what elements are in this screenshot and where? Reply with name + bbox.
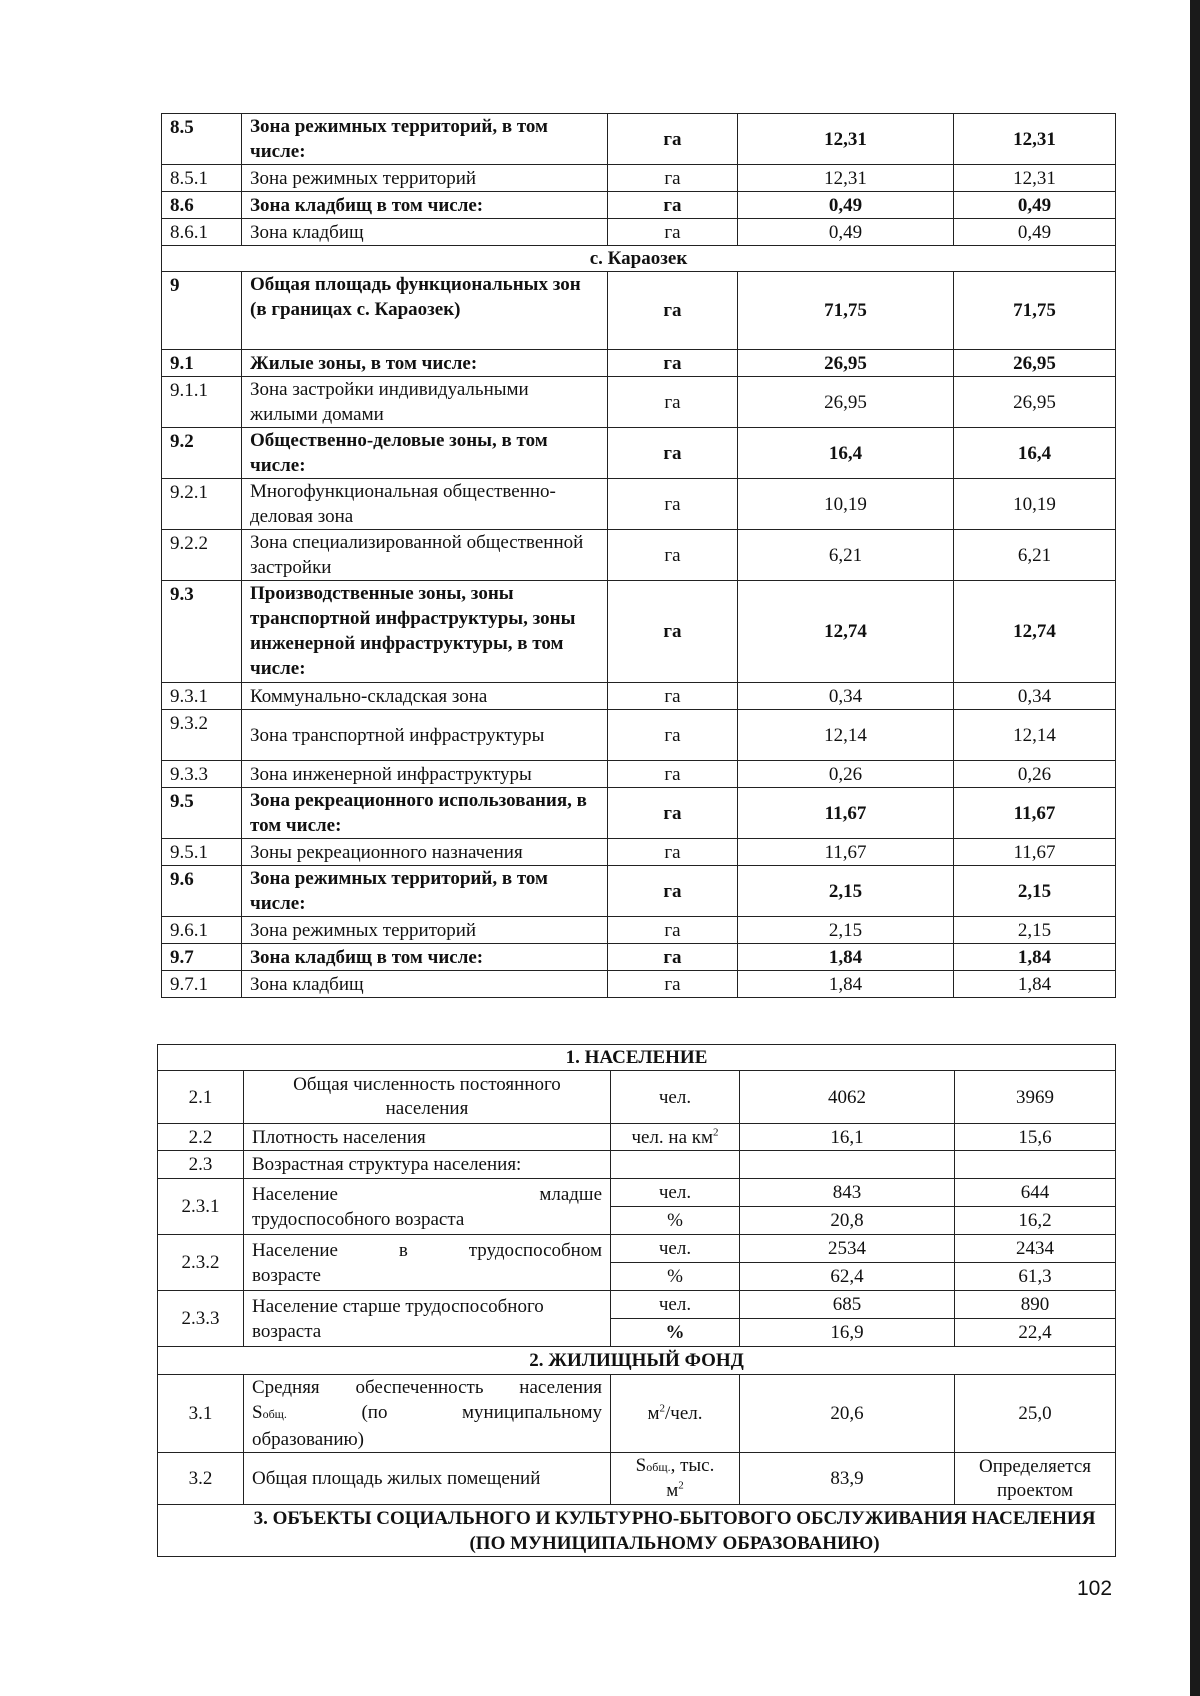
row-name bbox=[244, 1291, 611, 1347]
row-value-current: 0,49 bbox=[738, 219, 954, 246]
row-name: Зона режимных территорий bbox=[242, 917, 608, 944]
row-name: Общая численность постоянного населения bbox=[244, 1071, 611, 1124]
row-name: Зона застройки индивидуальными жилыми домами bbox=[242, 377, 608, 428]
row-value-projected: 22,4 bbox=[955, 1319, 1116, 1347]
row-value-projected: 644 bbox=[955, 1179, 1116, 1207]
row-name: Зона рекреационного использования, в том числе: bbox=[242, 788, 608, 839]
unit-text: чел. на км bbox=[631, 1126, 714, 1148]
row-number: 8.6.1 bbox=[162, 219, 242, 246]
name-word bbox=[252, 1400, 287, 1427]
row-value-projected: 2,15 bbox=[954, 917, 1116, 944]
row-number: 9.5.1 bbox=[162, 839, 242, 866]
name-line: возрасте bbox=[252, 1264, 321, 1286]
row-name: Зона режимных территорий, в том числе: bbox=[242, 866, 608, 917]
row-name: Зона кладбищ bbox=[242, 219, 608, 246]
name-line: возраста bbox=[252, 1320, 322, 1342]
table-row bbox=[158, 1151, 1116, 1179]
section-title: 2. ЖИЛИЩНЫЙ ФОНД bbox=[158, 1347, 1116, 1375]
row-unit: % bbox=[611, 1207, 740, 1235]
row-number: 2.2 bbox=[158, 1124, 244, 1151]
row-unit bbox=[611, 1124, 740, 1151]
row-name: Зона режимных территорий, в том числе: bbox=[242, 114, 608, 165]
row-value-current: 2,15 bbox=[738, 917, 954, 944]
row-unit: га bbox=[608, 479, 738, 530]
section-row bbox=[158, 1347, 1116, 1375]
row-name: Зона специализированной общественной застройки bbox=[242, 530, 608, 581]
row-value-current: 11,67 bbox=[738, 839, 954, 866]
row-value-current: 26,95 bbox=[738, 377, 954, 428]
unit-text: м bbox=[647, 1403, 660, 1424]
row-value-projected: 0,34 bbox=[954, 683, 1116, 710]
zones-table-body bbox=[162, 114, 1116, 998]
row-name: Общая площадь жилых помещений bbox=[244, 1453, 611, 1505]
row-value-current: 2534 bbox=[740, 1235, 955, 1263]
unit-text: , тыс. bbox=[670, 1455, 715, 1476]
row-unit: га bbox=[608, 428, 738, 479]
name-word: (по bbox=[361, 1402, 388, 1423]
symbol-subscript: общ. bbox=[262, 1407, 287, 1421]
row-number: 2.3.3 bbox=[158, 1291, 244, 1347]
row-number: 9 bbox=[162, 272, 242, 350]
row-value-current: 20,8 bbox=[740, 1207, 955, 1235]
row-value-current: 2,15 bbox=[738, 866, 954, 917]
row-value-projected: 2434 bbox=[955, 1235, 1116, 1263]
row-unit: га bbox=[608, 192, 738, 219]
row-value-projected: 12,14 bbox=[954, 710, 1116, 761]
row-unit bbox=[611, 1375, 740, 1453]
row-value-projected: 0,49 bbox=[954, 192, 1116, 219]
table-row bbox=[162, 272, 1116, 350]
row-value-current: 0,49 bbox=[738, 192, 954, 219]
row-value-projected: 12,31 bbox=[954, 114, 1116, 165]
row-unit: чел. bbox=[611, 1235, 740, 1263]
section-title: 1. НАСЕЛЕНИЕ bbox=[158, 1045, 1116, 1071]
row-value-projected: 61,3 bbox=[955, 1263, 1116, 1291]
table-row bbox=[162, 944, 1116, 971]
row-number: 2.3 bbox=[158, 1151, 244, 1179]
row-number: 3.2 bbox=[158, 1453, 244, 1505]
row-value-projected: 0,26 bbox=[954, 761, 1116, 788]
name-word: Население bbox=[252, 1183, 338, 1205]
table-row bbox=[158, 1453, 1116, 1505]
table-row bbox=[162, 165, 1116, 192]
unit-text: м bbox=[666, 1480, 679, 1501]
row-name bbox=[244, 1179, 611, 1235]
table-row bbox=[158, 1291, 1116, 1319]
section-row bbox=[162, 246, 1116, 272]
row-value-current: 11,67 bbox=[738, 788, 954, 839]
table-row bbox=[162, 192, 1116, 219]
row-unit: га bbox=[608, 114, 738, 165]
table-row bbox=[162, 428, 1116, 479]
row-name: Общественно-деловые зоны, в том числе: bbox=[242, 428, 608, 479]
table-row bbox=[162, 866, 1116, 917]
name-line: Средняя обеспеченность населения bbox=[252, 1377, 602, 1398]
table-row bbox=[162, 971, 1116, 998]
row-number: 9.2.1 bbox=[162, 479, 242, 530]
row-name: Зона режимных территорий bbox=[242, 165, 608, 192]
row-value-current: 0,26 bbox=[738, 761, 954, 788]
row-unit: га bbox=[608, 272, 738, 350]
row-number: 8.5.1 bbox=[162, 165, 242, 192]
name-word: младше bbox=[539, 1183, 602, 1205]
row-value-current: 4062 bbox=[740, 1071, 955, 1124]
row-unit: га bbox=[608, 581, 738, 683]
row-name: Зона кладбищ в том числе: bbox=[242, 944, 608, 971]
row-name: Зона кладбищ bbox=[242, 971, 608, 998]
row-value-projected: 71,75 bbox=[954, 272, 1116, 350]
table-row bbox=[162, 479, 1116, 530]
page-number: 102 bbox=[1077, 1577, 1113, 1600]
symbol-subscript: общ. bbox=[646, 1460, 671, 1474]
row-number: 9.5 bbox=[162, 788, 242, 839]
symbol-s: S bbox=[635, 1455, 647, 1476]
table-row bbox=[158, 1124, 1116, 1151]
row-value-current: 62,4 bbox=[740, 1263, 955, 1291]
row-unit: га bbox=[608, 530, 738, 581]
row-value-projected: Определяется проектом bbox=[955, 1453, 1116, 1505]
section-row bbox=[158, 1045, 1116, 1071]
row-name: Зона транспортной инфраструктуры bbox=[242, 710, 608, 761]
row-value-current: 1,84 bbox=[738, 944, 954, 971]
row-value-projected: 3969 bbox=[955, 1071, 1116, 1124]
row-number: 2.1 bbox=[158, 1071, 244, 1124]
name-word: Население bbox=[252, 1239, 338, 1261]
table-row bbox=[162, 761, 1116, 788]
row-name: Зона инженерной инфраструктуры bbox=[242, 761, 608, 788]
row-value-projected: 10,19 bbox=[954, 479, 1116, 530]
row-value-current: 843 bbox=[740, 1179, 955, 1207]
row-unit: га bbox=[608, 839, 738, 866]
table-row bbox=[162, 683, 1116, 710]
name-line: образованию) bbox=[252, 1429, 365, 1450]
row-unit: га bbox=[608, 866, 738, 917]
row-name: Многофункциональная общественно-деловая зона bbox=[242, 479, 608, 530]
row-unit: га bbox=[608, 683, 738, 710]
row-unit: га bbox=[608, 377, 738, 428]
row-unit bbox=[611, 1453, 740, 1505]
name-line: трудоспособного возраста bbox=[252, 1208, 465, 1230]
name-line: Население старше трудоспособного bbox=[252, 1295, 544, 1317]
row-unit: чел. bbox=[611, 1071, 740, 1124]
row-unit: % bbox=[611, 1319, 740, 1347]
row-value-projected: 26,95 bbox=[954, 377, 1116, 428]
row-value-current: 71,75 bbox=[738, 272, 954, 350]
row-value-current: 12,14 bbox=[738, 710, 954, 761]
row-unit bbox=[611, 1151, 740, 1179]
row-value-current: 1,84 bbox=[738, 971, 954, 998]
row-unit: га bbox=[608, 971, 738, 998]
row-unit: га bbox=[608, 788, 738, 839]
row-name bbox=[244, 1235, 611, 1291]
row-number: 9.7 bbox=[162, 944, 242, 971]
row-value-projected: 890 bbox=[955, 1291, 1116, 1319]
row-unit: % bbox=[611, 1263, 740, 1291]
row-number: 9.6.1 bbox=[162, 917, 242, 944]
row-number: 9.3.3 bbox=[162, 761, 242, 788]
table-row bbox=[158, 1071, 1116, 1124]
row-unit: га bbox=[608, 165, 738, 192]
row-name: Жилые зоны, в том числе: bbox=[242, 350, 608, 377]
table-row bbox=[162, 114, 1116, 165]
row-name bbox=[244, 1375, 611, 1453]
row-number: 9.2.2 bbox=[162, 530, 242, 581]
row-value-current: 26,95 bbox=[738, 350, 954, 377]
row-value-projected: 16,4 bbox=[954, 428, 1116, 479]
row-number: 9.1 bbox=[162, 350, 242, 377]
table-row bbox=[162, 350, 1116, 377]
row-number: 2.3.1 bbox=[158, 1179, 244, 1235]
row-name: Производственные зоны, зоны транспортной инфраструктуры, зоны инженерной инфраструктуры, в том числе: bbox=[242, 581, 608, 683]
name-word: муниципальному bbox=[462, 1402, 602, 1423]
table-row bbox=[162, 839, 1116, 866]
row-value-current: 20,6 bbox=[740, 1375, 955, 1453]
unit-superscript: 2 bbox=[659, 1402, 666, 1415]
row-value-current: 685 bbox=[740, 1291, 955, 1319]
symbol-s: S bbox=[252, 1402, 263, 1423]
row-name: Плотность населения bbox=[244, 1124, 611, 1151]
row-value-current: 0,34 bbox=[738, 683, 954, 710]
row-value-projected: 25,0 bbox=[955, 1375, 1116, 1453]
row-value-projected: 0,49 bbox=[954, 219, 1116, 246]
row-value-current: 83,9 bbox=[740, 1453, 955, 1505]
table-row bbox=[162, 377, 1116, 428]
row-value-current bbox=[740, 1151, 955, 1179]
row-value-projected: 11,67 bbox=[954, 788, 1116, 839]
unit-text: /чел. bbox=[665, 1403, 703, 1424]
name-word: трудоспособном bbox=[468, 1239, 602, 1261]
row-value-projected: 11,67 bbox=[954, 839, 1116, 866]
row-number: 9.6 bbox=[162, 866, 242, 917]
row-unit: чел. bbox=[611, 1179, 740, 1207]
row-value-current: 12,31 bbox=[738, 114, 954, 165]
row-value-projected: 26,95 bbox=[954, 350, 1116, 377]
name-word: в bbox=[398, 1239, 408, 1261]
row-number: 8.6 bbox=[162, 192, 242, 219]
table-row bbox=[162, 219, 1116, 246]
zones-table bbox=[161, 113, 1116, 998]
row-value-projected: 15,6 bbox=[955, 1124, 1116, 1151]
row-value-projected: 6,21 bbox=[954, 530, 1116, 581]
row-value-current: 10,19 bbox=[738, 479, 954, 530]
unit-superscript: 2 bbox=[713, 1126, 719, 1139]
row-value-current: 16,4 bbox=[738, 428, 954, 479]
table-row bbox=[162, 788, 1116, 839]
row-value-projected: 1,84 bbox=[954, 944, 1116, 971]
table-row bbox=[158, 1179, 1116, 1207]
row-unit: га bbox=[608, 917, 738, 944]
row-value-projected bbox=[955, 1151, 1116, 1179]
table-row bbox=[158, 1375, 1116, 1453]
table-row bbox=[162, 710, 1116, 761]
row-unit: чел. bbox=[611, 1291, 740, 1319]
row-unit: га bbox=[608, 761, 738, 788]
indicators-table bbox=[157, 1044, 1116, 1557]
row-unit: га bbox=[608, 710, 738, 761]
row-number: 3.1 bbox=[158, 1375, 244, 1453]
row-value-projected: 2,15 bbox=[954, 866, 1116, 917]
section-title: 3. ОБЪЕКТЫ СОЦИАЛЬНОГО И КУЛЬТУРНО-БЫТОВОГО ОБСЛУЖИВАНИЯ НАСЕЛЕНИЯ (ПО МУНИЦИПАЛЬНОМУ ОБРАЗОВАНИЮ) bbox=[158, 1505, 1116, 1557]
row-value-projected: 12,31 bbox=[954, 165, 1116, 192]
row-number: 8.5 bbox=[162, 114, 242, 165]
row-number: 2.3.2 bbox=[158, 1235, 244, 1291]
row-number: 9.3 bbox=[162, 581, 242, 683]
row-unit: га bbox=[608, 219, 738, 246]
row-name: Коммунально-складская зона bbox=[242, 683, 608, 710]
row-number: 9.1.1 bbox=[162, 377, 242, 428]
row-number: 9.2 bbox=[162, 428, 242, 479]
row-value-projected: 16,2 bbox=[955, 1207, 1116, 1235]
table-row bbox=[158, 1235, 1116, 1263]
row-value-projected: 1,84 bbox=[954, 971, 1116, 998]
section-title: с. Караозек bbox=[162, 246, 1116, 272]
row-value-projected: 12,74 bbox=[954, 581, 1116, 683]
row-number: 9.3.1 bbox=[162, 683, 242, 710]
row-value-current: 12,74 bbox=[738, 581, 954, 683]
row-value-current: 16,9 bbox=[740, 1319, 955, 1347]
table-row bbox=[162, 581, 1116, 683]
row-number: 9.7.1 bbox=[162, 971, 242, 998]
table-row bbox=[162, 917, 1116, 944]
table-row bbox=[162, 530, 1116, 581]
row-value-current: 16,1 bbox=[740, 1124, 955, 1151]
row-unit: га bbox=[608, 350, 738, 377]
row-name: Возрастная структура населения: bbox=[244, 1151, 611, 1179]
row-unit: га bbox=[608, 944, 738, 971]
row-name: Зоны рекреационного назначения bbox=[242, 839, 608, 866]
row-name: Общая площадь функциональных зон (в границах с. Караозек) bbox=[242, 272, 608, 350]
unit-superscript: 2 bbox=[678, 1479, 684, 1492]
row-number: 9.3.2 bbox=[162, 710, 242, 761]
row-value-current: 6,21 bbox=[738, 530, 954, 581]
section-row bbox=[158, 1505, 1116, 1557]
row-name: Зона кладбищ в том числе: bbox=[242, 192, 608, 219]
row-value-current: 12,31 bbox=[738, 165, 954, 192]
page-edge bbox=[1190, 0, 1200, 1696]
